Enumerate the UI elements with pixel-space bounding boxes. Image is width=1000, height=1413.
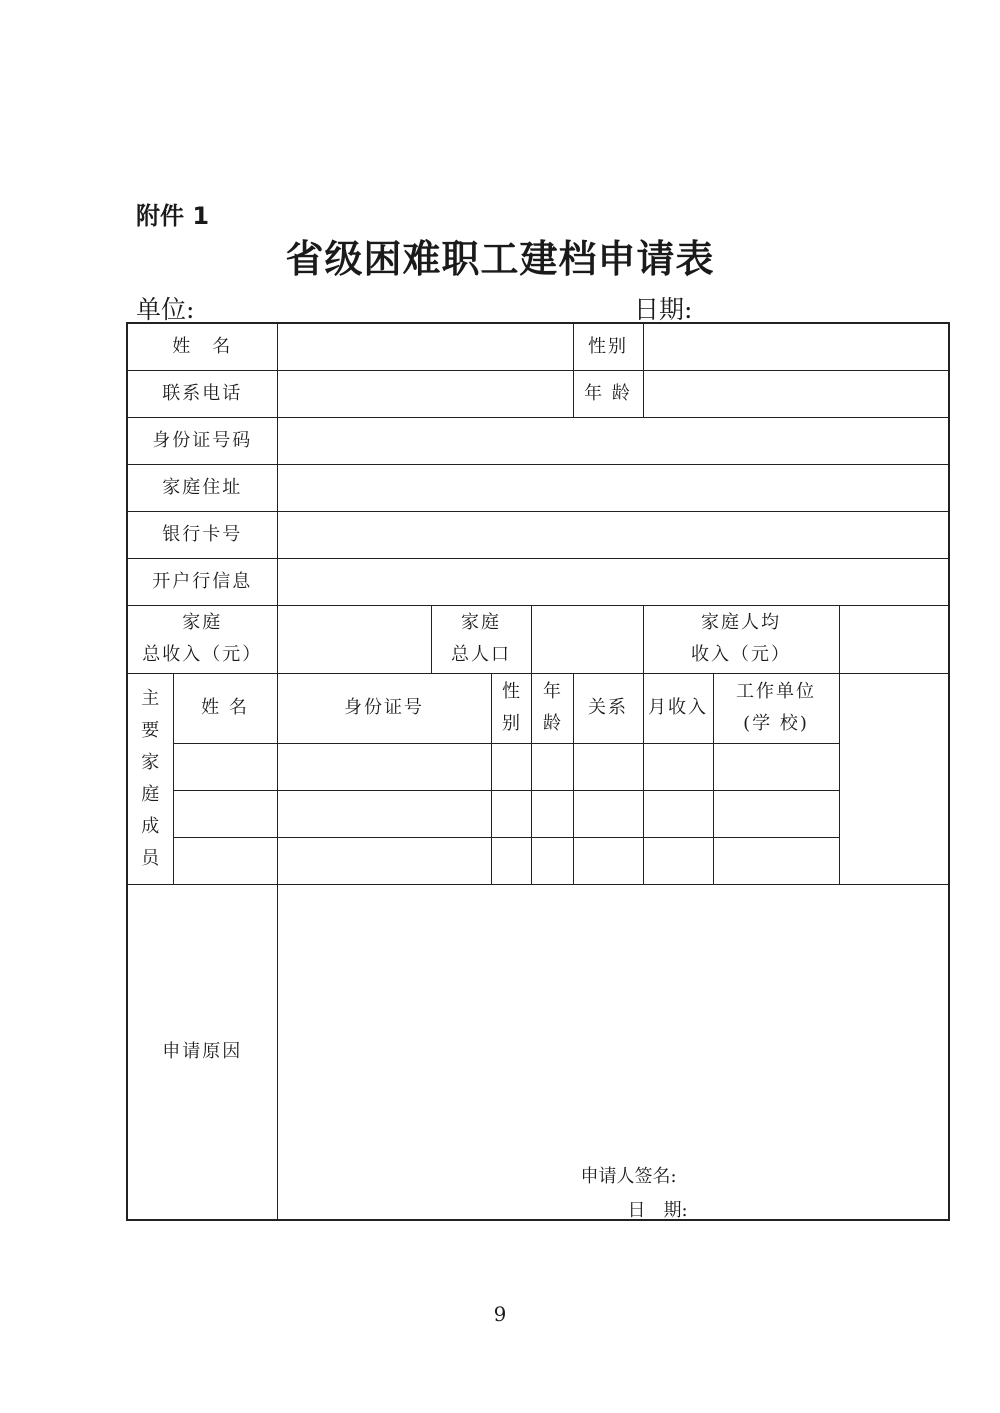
- member-work-header-line1: 工作单位: [736, 681, 816, 702]
- member-income-header: 月收入: [643, 673, 713, 743]
- per-capita-income-field[interactable]: [839, 605, 949, 673]
- side-char: 主: [141, 687, 160, 709]
- member-age-header: [531, 673, 573, 743]
- family-population-field[interactable]: [531, 605, 643, 673]
- member-name-cell[interactable]: [173, 837, 277, 884]
- member-age-char: 年: [543, 681, 561, 702]
- id-number-label: 身份证号码: [127, 417, 277, 464]
- member-relation-header: 关系: [573, 673, 643, 743]
- name-field[interactable]: [277, 323, 573, 370]
- member-row: [127, 743, 949, 790]
- page-number: 9: [493, 1302, 507, 1326]
- member-income-cell[interactable]: [643, 743, 713, 790]
- signature-date-label: 日 期:: [627, 1199, 688, 1221]
- bank-info-field[interactable]: [277, 558, 949, 605]
- side-char: 员: [141, 847, 160, 869]
- member-work-header-line2: (学 校): [743, 713, 809, 734]
- member-name-cell[interactable]: [173, 790, 277, 837]
- age-field[interactable]: [643, 370, 949, 417]
- member-gender-cell[interactable]: [491, 790, 531, 837]
- date-label: 日期:: [634, 295, 693, 324]
- member-name-header: 姓 名: [173, 673, 277, 743]
- application-form-table: [126, 322, 950, 1221]
- member-gender-char: 别: [502, 713, 520, 734]
- per-capita-income-label: [643, 605, 839, 673]
- member-relation-cell[interactable]: [573, 790, 643, 837]
- member-age-cell[interactable]: [531, 743, 573, 790]
- member-relation-cell[interactable]: [573, 837, 643, 884]
- bank-card-field[interactable]: [277, 511, 949, 558]
- per-capita-income-label-line2: 收入（元）: [691, 644, 791, 665]
- member-gender-header: [491, 673, 531, 743]
- address-label: 家庭住址: [127, 464, 277, 511]
- name-label: 姓 名: [127, 323, 277, 370]
- age-label: 年 龄: [573, 370, 643, 417]
- member-gender-cell[interactable]: [491, 837, 531, 884]
- family-income-field[interactable]: [277, 605, 431, 673]
- member-work-cell[interactable]: [713, 837, 839, 884]
- member-gender-char: 性: [502, 681, 520, 702]
- family-income-label-line2: 总收入（元）: [142, 644, 263, 665]
- unit-label: 单位:: [136, 295, 195, 324]
- member-age-cell[interactable]: [531, 837, 573, 884]
- member-work-header: [713, 673, 839, 743]
- phone-label: 联系电话: [127, 370, 277, 417]
- member-id-cell[interactable]: [277, 837, 491, 884]
- member-gender-cell[interactable]: [491, 743, 531, 790]
- member-relation-cell[interactable]: [573, 743, 643, 790]
- address-field[interactable]: [277, 464, 949, 511]
- member-id-header: 身份证号: [277, 673, 491, 743]
- form-title: 省级困难职工建档申请表: [285, 237, 715, 281]
- family-population-label: [431, 605, 531, 673]
- member-name-cell[interactable]: [173, 743, 277, 790]
- phone-field[interactable]: [277, 370, 573, 417]
- gender-label: 性别: [573, 323, 643, 370]
- member-income-cell[interactable]: [643, 837, 713, 884]
- attachment-label: 附件 1: [136, 202, 210, 230]
- member-id-cell[interactable]: [277, 743, 491, 790]
- reason-field[interactable]: [277, 884, 949, 1220]
- bank-card-label: 银行卡号: [127, 511, 277, 558]
- side-char: 成: [141, 815, 160, 837]
- id-number-field[interactable]: [277, 417, 949, 464]
- member-work-cell[interactable]: [713, 743, 839, 790]
- member-income-cell[interactable]: [643, 790, 713, 837]
- applicant-signature-label: 申请人签名:: [580, 1165, 677, 1187]
- gender-field[interactable]: [643, 323, 949, 370]
- member-age-char: 龄: [543, 713, 561, 734]
- member-row: [127, 837, 949, 884]
- per-capita-income-label-line1: 家庭人均: [701, 612, 781, 633]
- bank-info-label: 开户行信息: [127, 558, 277, 605]
- side-char: 要: [141, 719, 160, 741]
- member-row: [127, 790, 949, 837]
- side-char: 庭: [141, 783, 160, 805]
- member-age-cell[interactable]: [531, 790, 573, 837]
- family-income-label: [127, 605, 277, 673]
- side-char: 家: [141, 751, 160, 773]
- reason-label: 申请原因: [127, 884, 277, 1220]
- family-income-label-line1: 家庭: [182, 612, 223, 633]
- family-population-label-line1: 家庭: [461, 612, 501, 633]
- member-work-cell[interactable]: [713, 790, 839, 837]
- member-id-cell[interactable]: [277, 790, 491, 837]
- family-population-label-line2: 总人口: [451, 644, 511, 665]
- family-members-side-label: [127, 673, 173, 884]
